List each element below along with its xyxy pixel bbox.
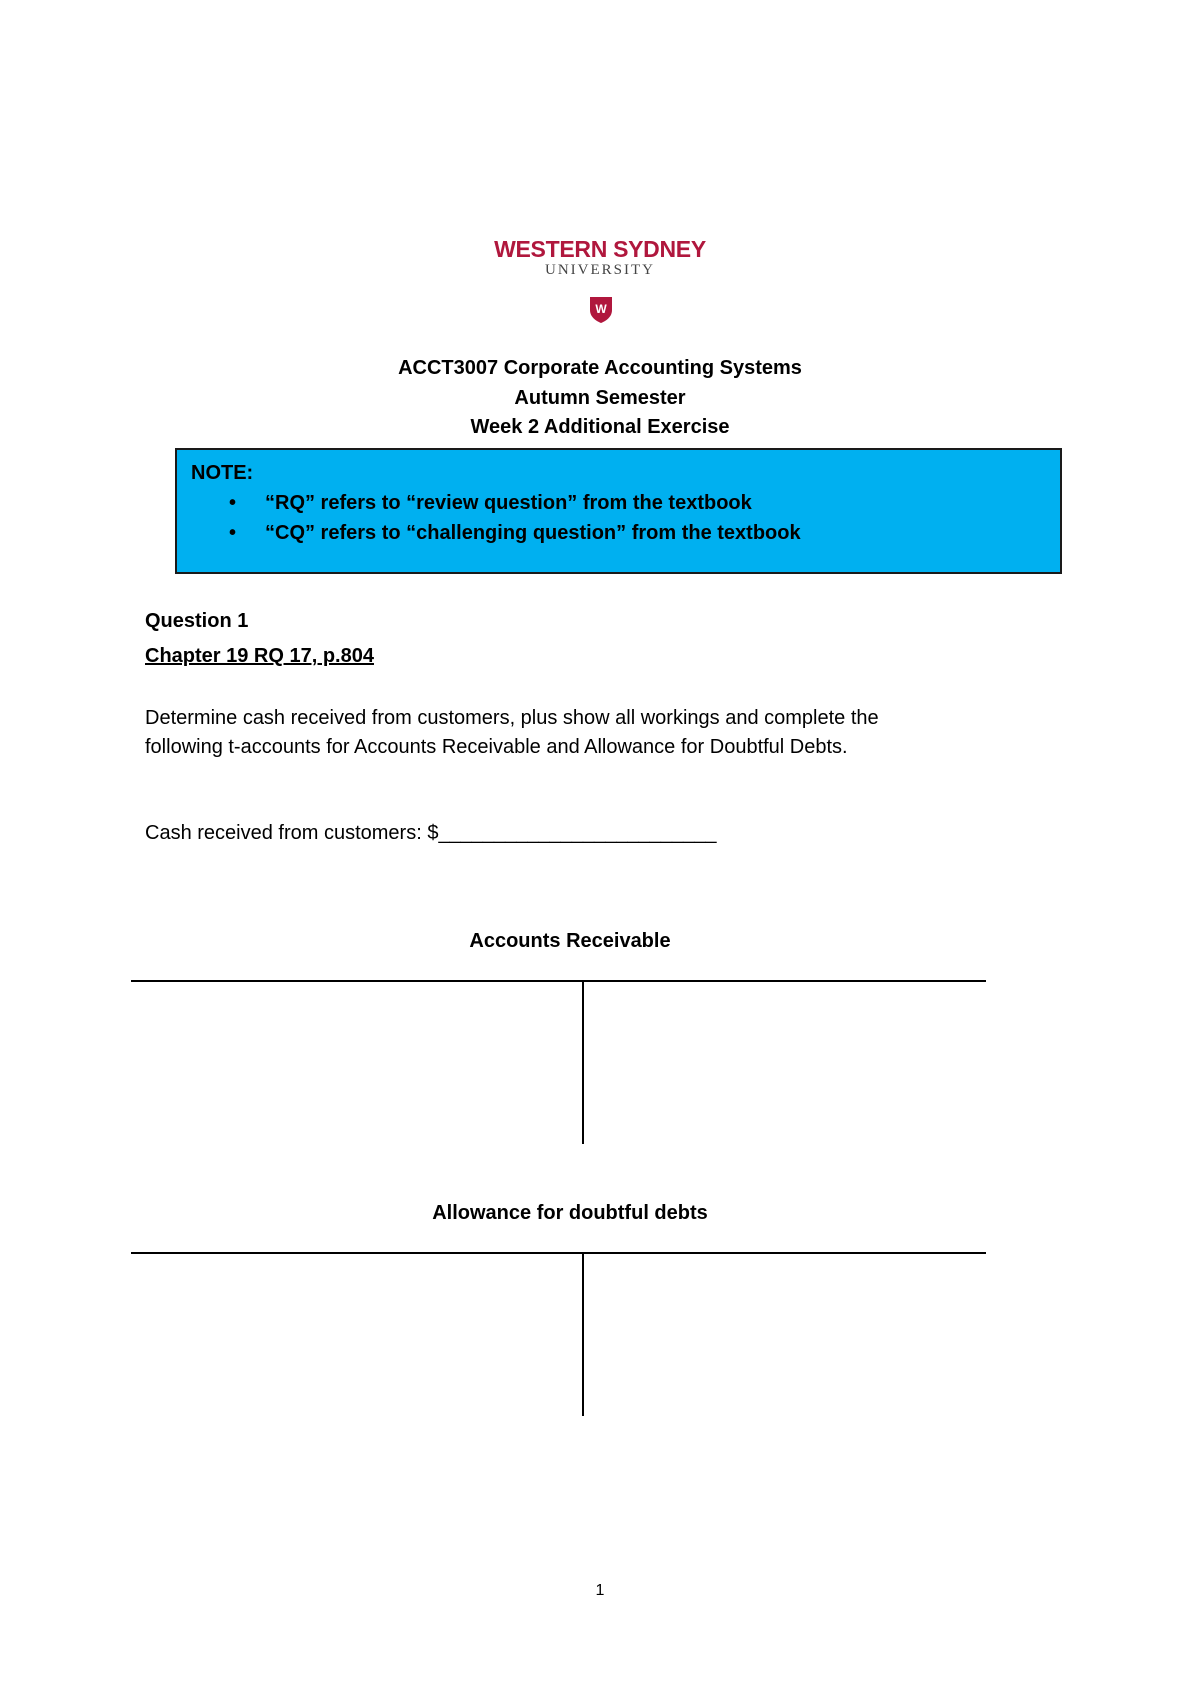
note-item-text: “RQ” refers to “review question” from the textbook (265, 492, 752, 514)
t-account-title-accounts-receivable: Accounts Receivable (469, 930, 671, 952)
note-box (175, 448, 1062, 574)
t-account-title-allowance-doubtful-debts: Allowance for doubtful debts (432, 1202, 708, 1224)
cash-received-prompt: Cash received from customers: $_________________________ (145, 822, 717, 844)
note-item-text: “CQ” refers to “challenging question” from the textbook (265, 522, 801, 544)
week-title: Week 2 Additional Exercise (470, 416, 730, 438)
t-account-divider (582, 1252, 584, 1416)
university-logo-wordmark: WESTERN SYDNEY (494, 236, 706, 262)
page-number: 1 (595, 1582, 605, 1599)
question-reference: Chapter 19 RQ 17, p.804 (145, 645, 374, 667)
question-number: Question 1 (145, 610, 249, 632)
university-logo-subtitle: UNIVERSITY (545, 262, 655, 278)
bullet-icon: • (229, 492, 237, 514)
t-account-divider (582, 980, 584, 1144)
course-title: ACCT3007 Corporate Accounting Systems (398, 357, 802, 379)
t-account-top-line (131, 980, 986, 982)
bullet-icon: • (229, 522, 237, 544)
t-account-top-line (131, 1252, 986, 1254)
question-instruction-line-2: following t-accounts for Accounts Receivable and Allowance for Doubtful Debts. (145, 736, 848, 758)
note-title: NOTE: (191, 462, 254, 484)
question-instruction-line-1: Determine cash received from customers, plus show all workings and complete the (145, 707, 879, 729)
shield-letter: W (595, 302, 607, 316)
university-shield-icon (589, 296, 613, 324)
semester-title: Autumn Semester (514, 387, 686, 409)
